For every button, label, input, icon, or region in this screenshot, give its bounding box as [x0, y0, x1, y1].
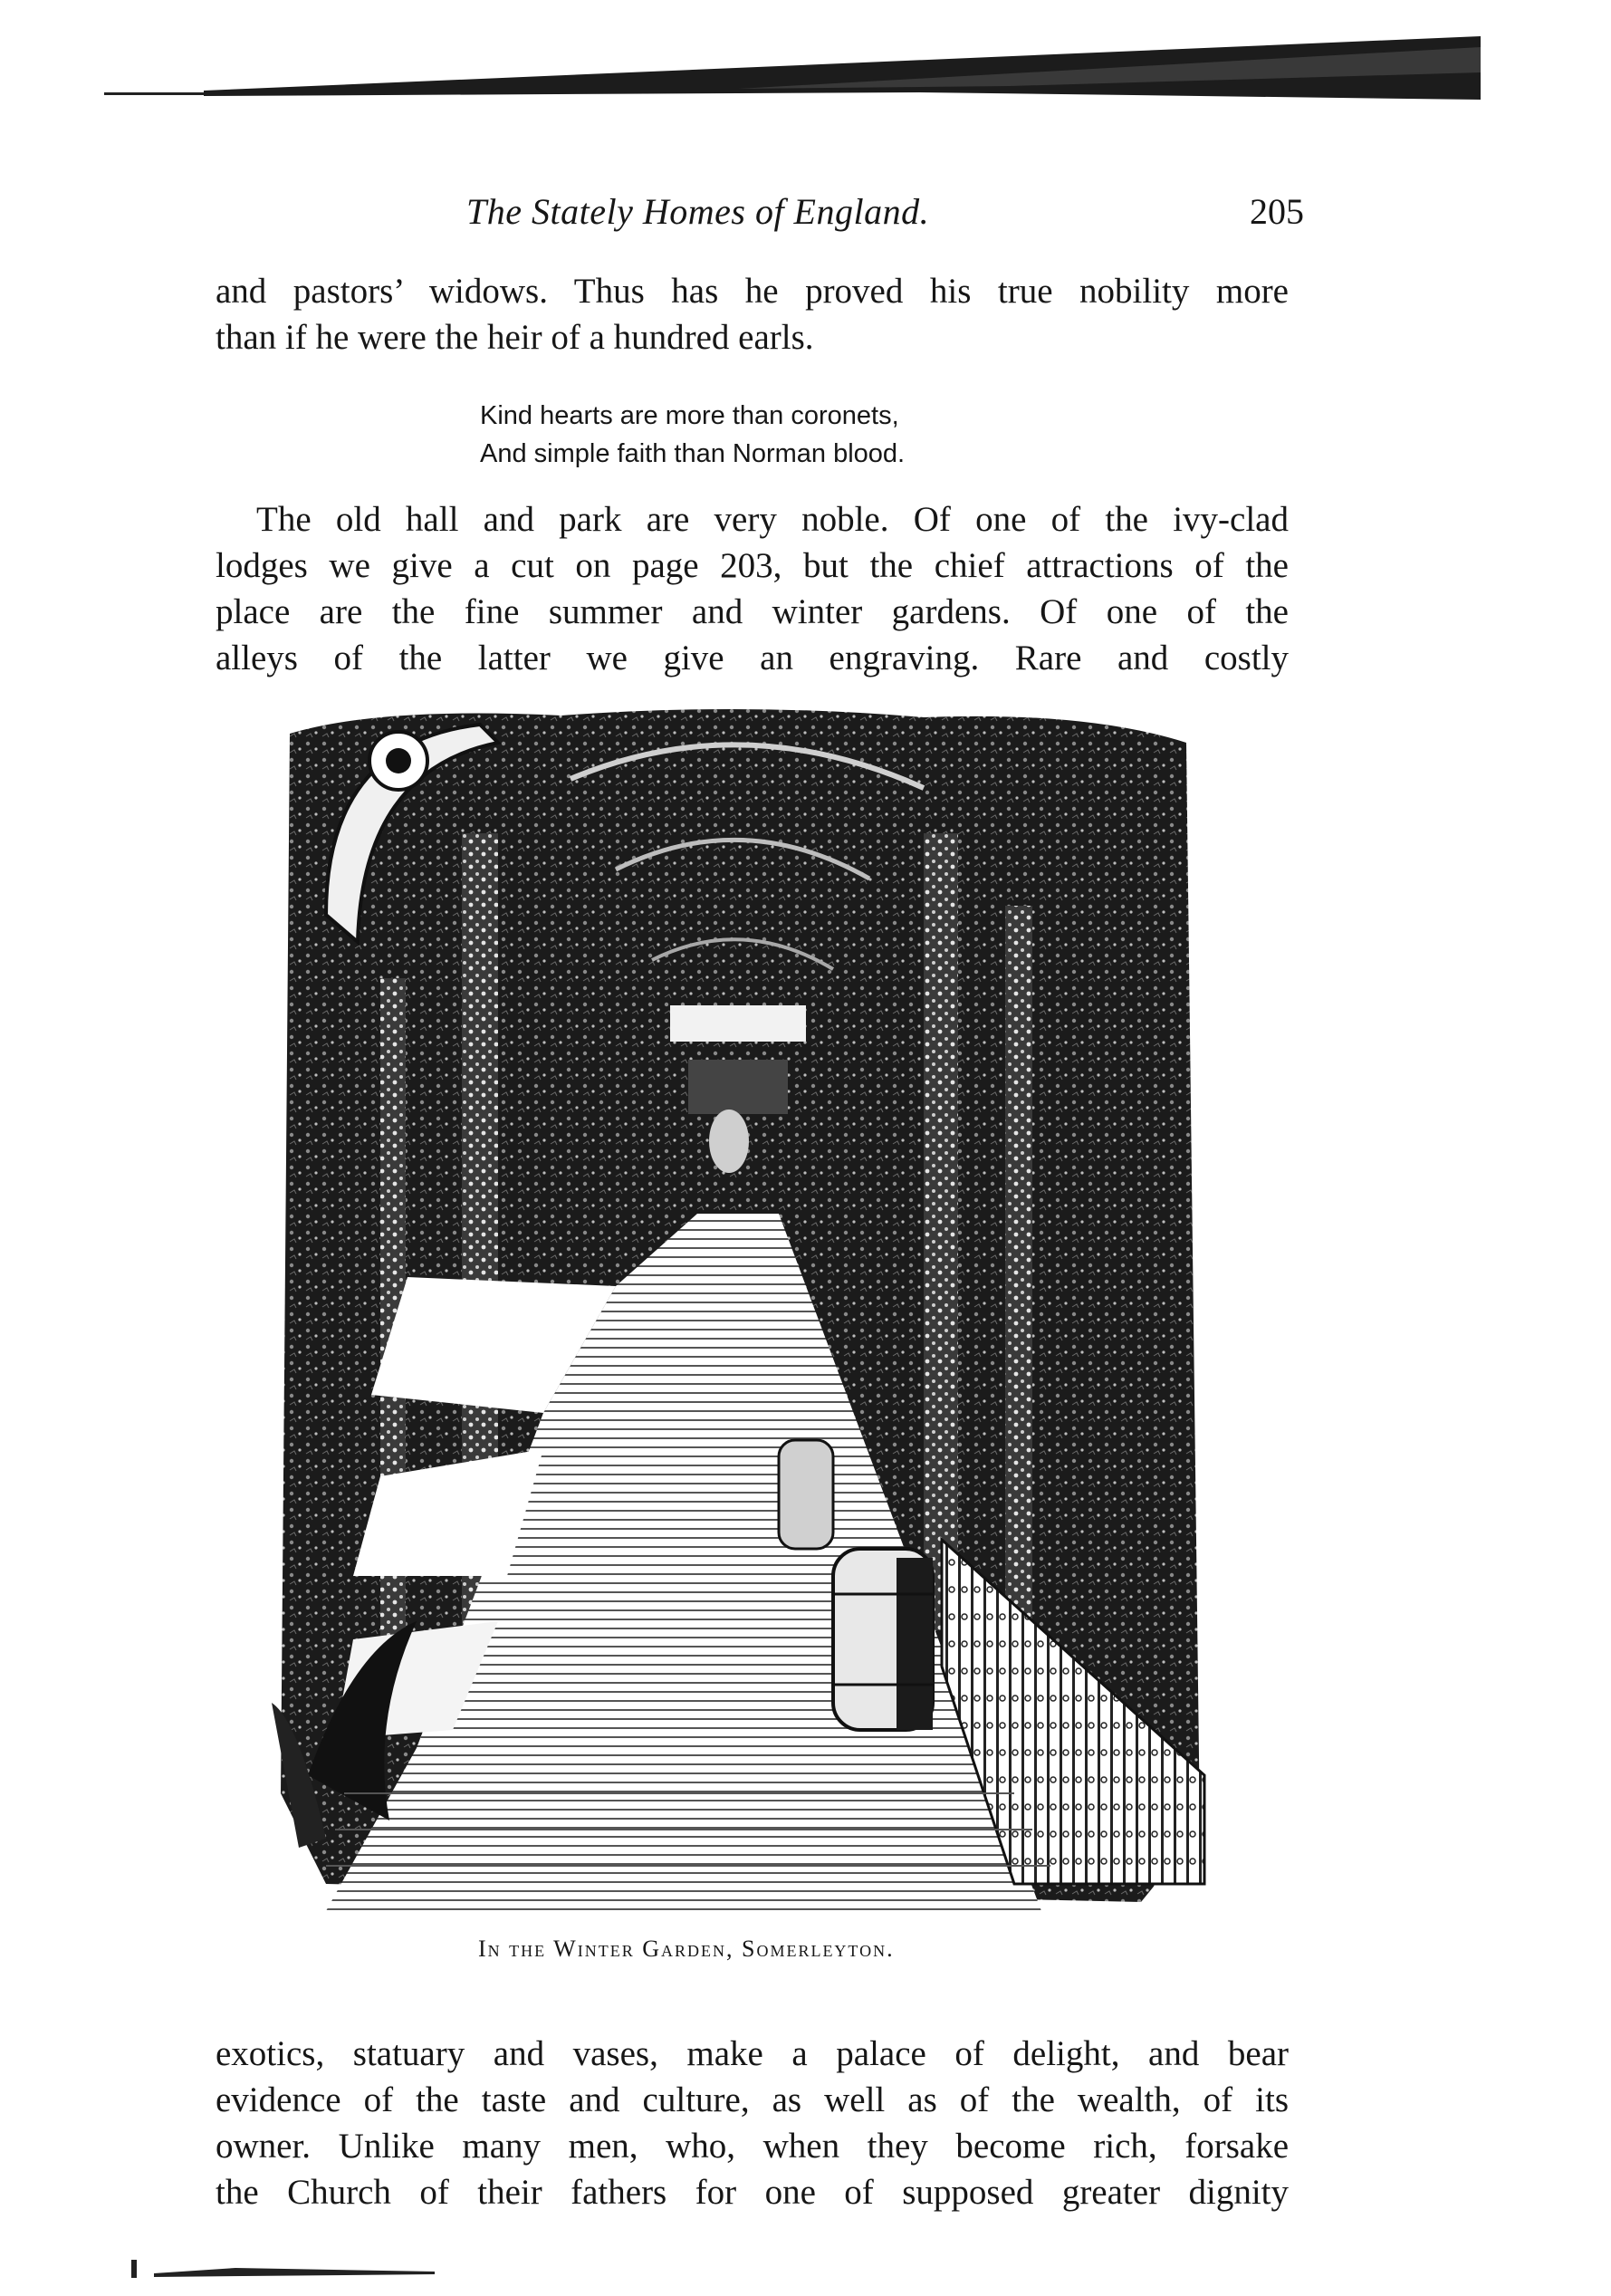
text-line: owner. Unlike many men, who, when they become rich, forsake [216, 2127, 1289, 2166]
text-line: lodges we give a cut on page 203, but the chief attractions of the [216, 546, 1289, 585]
paragraph-bottom [216, 2031, 1289, 2215]
book-title: The Stately Homes of England. [466, 191, 930, 232]
garden-vase [833, 1549, 933, 1730]
text-line: than if he were the heir of a hundred earls. [216, 318, 814, 357]
running-head [217, 190, 1304, 245]
text-line: place are the fine summer and winter gardens. Of one of the [216, 592, 1289, 631]
verse-quotation [480, 397, 905, 473]
engraving-winter-garden [272, 706, 1209, 1911]
text-line: alleys of the latter we give an engraving. Rare and costly [216, 639, 1289, 677]
paragraph-middle [216, 496, 1289, 681]
verse-line: And simple faith than Norman blood. [480, 439, 906, 468]
text-line: exotics, statuary and vases, make a palace of delight, and bear [216, 2034, 1289, 2073]
verse-line: Kind hearts are more than coronets, [480, 401, 899, 430]
text-line: and pastors’ widows. Thus has he proved his true nobility more [216, 272, 1289, 311]
text-line: evidence of the taste and culture, as well as of the wealth, of its [216, 2080, 1289, 2119]
scan-edge-shadow-bottom [127, 2255, 435, 2282]
page-number: 205 [1250, 191, 1304, 232]
paragraph-top [216, 268, 1289, 360]
figure-caption: In the Winter Garden, Somerleyton. [478, 1936, 895, 1962]
text-line: The old hall and park are very noble. Of one of the ivy-clad [256, 500, 1289, 539]
scan-edge-shadow-top [104, 36, 1481, 118]
text-line: the Church of their fathers for one of supposed greater dignity [216, 2173, 1289, 2212]
